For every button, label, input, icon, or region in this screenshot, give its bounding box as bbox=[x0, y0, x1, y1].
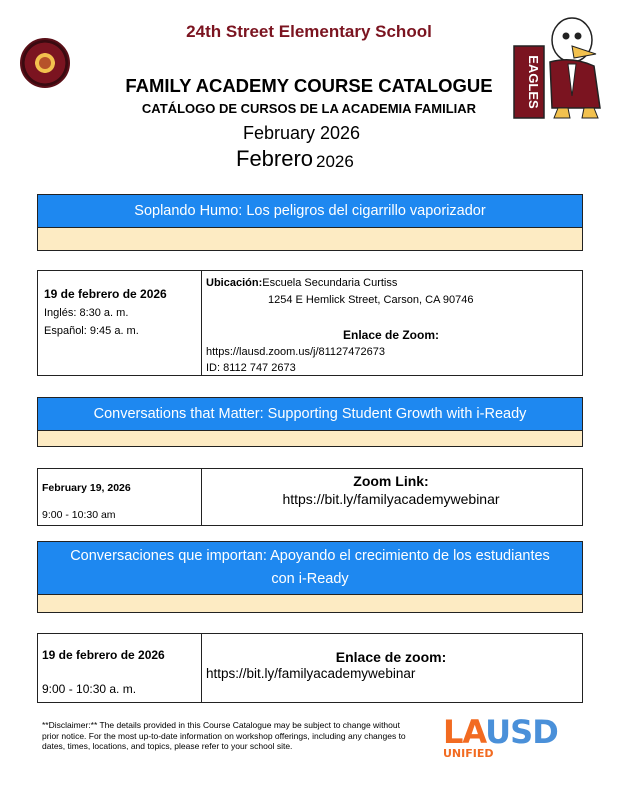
catalogue-title: FAMILY ACADEMY COURSE CATALOGUE bbox=[125, 75, 493, 96]
course-2-title-band bbox=[37, 397, 583, 431]
course-2-strip bbox=[37, 431, 583, 447]
course-2-date: February 19, 2026 bbox=[42, 482, 131, 494]
course-1-strip bbox=[37, 228, 583, 251]
school-name: 24th Street Elementary School bbox=[186, 22, 432, 41]
course-1-date: 19 de febrero de 2026 bbox=[44, 287, 167, 301]
course-2-details bbox=[37, 468, 583, 526]
course-1-title-band bbox=[37, 194, 583, 228]
disclaimer: **Disclaimer:** The details provided in this Course Catalogue may be subject to change without prior notice. For the most up-to-date information on workshop offerings, including any changes to dates, times, locations, and topics, please refer to your school site. bbox=[42, 720, 406, 751]
month-spanish-year: 2026 bbox=[316, 152, 354, 171]
course-1-location bbox=[206, 277, 397, 289]
catalogue-title-es: CATÁLOGO DE CURSOS DE LA ACADEMIA FAMILIAR bbox=[141, 101, 477, 116]
month-english: February 2026 bbox=[243, 123, 361, 143]
course-3-date: 19 de febrero de 2026 bbox=[42, 648, 165, 662]
course-1-zoom-id: ID: 8112 747 2673 bbox=[206, 362, 296, 374]
logo-la: LA bbox=[443, 713, 486, 751]
course-2-title: Conversations that Matter: Supporting Student Growth with i-Ready bbox=[93, 405, 527, 422]
course-1-zoom-link[interactable]: https://lausd.zoom.us/j/81127472673 bbox=[206, 346, 385, 358]
course-3-details bbox=[37, 633, 583, 703]
course-1-title: Soplando Humo: Los peligros del cigarrillo vaporizador bbox=[134, 202, 486, 219]
course-1-address: 1254 E Hemlick Street, Carson, CA 90746 bbox=[268, 294, 474, 306]
mascot-text: EAGLES bbox=[526, 55, 541, 109]
course-3-title-band bbox=[37, 541, 583, 595]
logo-usd: USD bbox=[485, 713, 558, 751]
course-1-time-english: Inglés: 8:30 a. m. bbox=[44, 307, 129, 319]
course-3-time: 9:00 - 10:30 a. m. bbox=[42, 682, 137, 696]
lausd-logo bbox=[443, 713, 558, 760]
course-3-title-line-1: Conversaciones que importan: Apoyando el crecimiento de los estudiantes bbox=[70, 548, 550, 564]
course-3-zoom-link[interactable]: https://bit.ly/familyacademywebinar bbox=[206, 666, 416, 681]
location-label: Ubicación: bbox=[206, 277, 263, 289]
course-2-zoom-label: Zoom Link: bbox=[353, 473, 429, 489]
course-1-zoom-label: Enlace de Zoom: bbox=[342, 328, 440, 342]
course-1-time-spanish: Español: 9:45 a. m. bbox=[44, 325, 139, 337]
logo-unified: UNIFIED bbox=[443, 747, 494, 760]
month-spanish: Febrero bbox=[236, 146, 314, 171]
course-2-time: 9:00 - 10:30 am bbox=[42, 509, 116, 521]
course-3-strip bbox=[37, 595, 583, 613]
course-2-zoom-link[interactable]: https://bit.ly/familyacademywebinar bbox=[282, 491, 500, 507]
course-3-zoom-label: Enlace de zoom: bbox=[335, 649, 447, 665]
course-3-title-line-2: con i-Ready bbox=[271, 571, 349, 587]
course-1-details bbox=[37, 270, 583, 376]
location-name: Escuela Secundaria Curtiss bbox=[262, 277, 398, 289]
